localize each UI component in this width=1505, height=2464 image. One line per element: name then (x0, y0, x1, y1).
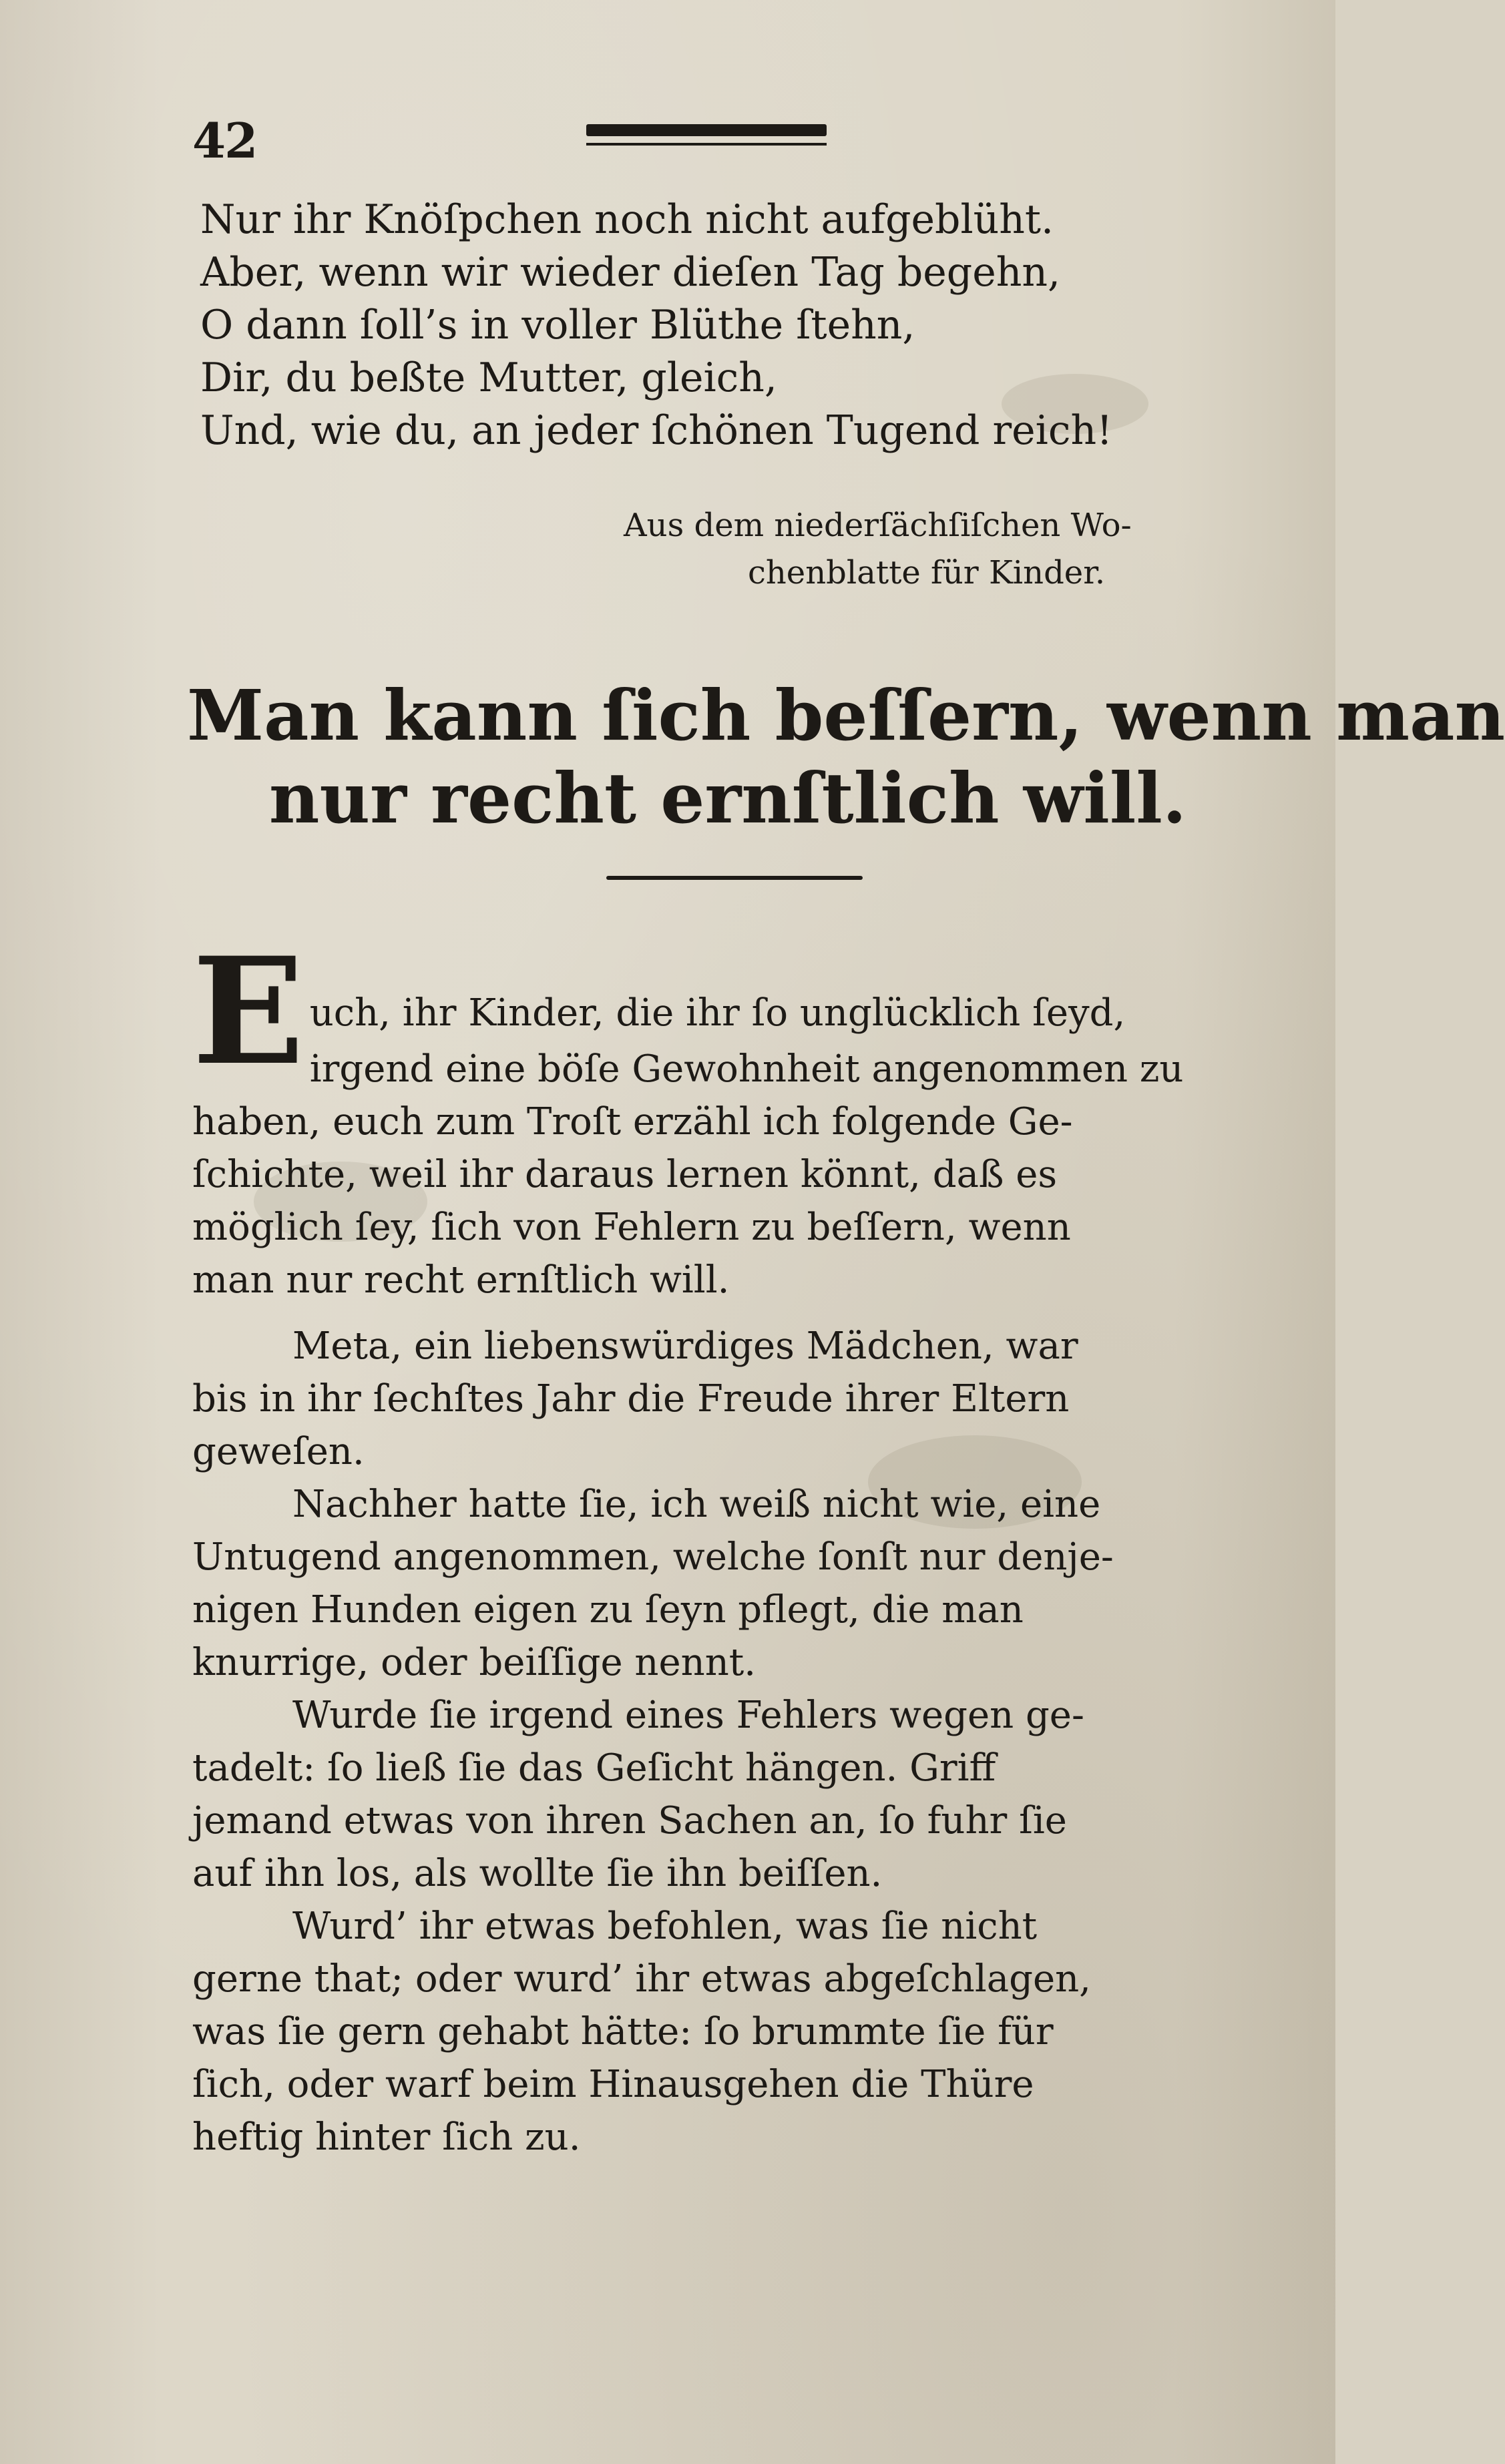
text-line: Meta, ein liebenswürdiges Mädchen, war (292, 1324, 1078, 1368)
text-line: nigen Hunden eigen zu ſeyn pflegt, die man (192, 1588, 1024, 1632)
text-line: heftig hinter ſich zu. (192, 2116, 581, 2159)
source-attribution (624, 502, 1278, 597)
text-line: gerne that; oder wurd’ ihr etwas abgeſchlagen, (192, 1957, 1091, 2001)
title-divider-rule (606, 876, 863, 880)
paragraph (192, 925, 1255, 1306)
chapter-title (187, 674, 1505, 840)
paragraph (192, 1478, 1255, 1689)
text-line: geweſen. (192, 1430, 365, 1473)
poem-ending (200, 194, 1269, 457)
poem-line: Nur ihr Knöſpchen noch nicht aufgeblüht. (200, 196, 1054, 243)
text-line: uch, ihr Kinder, die ihr ſo unglücklich ſeyd, (309, 991, 1126, 1035)
text-line: bis in ihr ſechſtes Jahr die Freude ihrer Eltern (192, 1377, 1070, 1421)
text-line: Untugend angenommen, welche ſonſt nur denje- (192, 1535, 1114, 1579)
source-line: chenblatte für Kinder. (748, 554, 1106, 591)
title-line: Man kann ſich beſſern, wenn man (187, 674, 1505, 756)
source-line: Aus dem niederſächſiſchen Wo- (624, 507, 1132, 544)
body-text (192, 925, 1255, 2164)
paragraph (192, 1320, 1255, 1478)
header-ornament-rule (586, 124, 827, 136)
paragraph (192, 1900, 1255, 2164)
text-line: möglich ſey, ſich von Fehlern zu beſſern, wenn (192, 1206, 1071, 1249)
text-line: auf ihn los, als wollte ſie ihn beiſſen. (192, 1852, 883, 1895)
text-line: ſchichte, weil ihr daraus lernen könnt, daß es (192, 1153, 1058, 1196)
text-line: irgend eine böſe Gewohnheit angenommen zu (309, 1047, 1184, 1091)
poem-line: O dann ſoll’s in voller Blüthe ſtehn, (200, 302, 915, 348)
poem-line: Aber, wenn wir wieder dieſen Tag begehn, (200, 249, 1061, 296)
text-line: jemand etwas von ihren Sachen an, ſo fuhr ſie (192, 1799, 1067, 1842)
header-ornament-rule-thin (586, 143, 827, 146)
text-line: Wurd’ ihr etwas befohlen, was ſie nicht (292, 1905, 1038, 1948)
text-line: man nur recht ernſtlich will. (192, 1258, 730, 1302)
page-number: 42 (192, 112, 257, 169)
text-line: Wurde ſie irgend eines Fehlers wegen ge- (292, 1694, 1084, 1737)
title-line: nur recht ernſtlich will. (268, 757, 1187, 839)
paragraph (192, 1689, 1255, 1900)
poem-line: Dir, du beßte Mutter, gleich, (200, 354, 777, 401)
text-line: was ſie gern gehabt hätte: ſo brummte ſie für (192, 2010, 1054, 2053)
poem-line: Und, wie du, an jeder ſchönen Tugend reich! (200, 407, 1113, 454)
drop-cap: E (192, 925, 304, 1097)
text-line: Nachher hatte ſie, ich weiß nicht wie, eine (292, 1483, 1101, 1526)
text-line: tadelt: ſo ließ ſie das Geſicht hängen. Griff (192, 1746, 996, 1790)
text-line: knurrige, oder beiſſige nennt. (192, 1641, 757, 1684)
text-line: ſich, oder warf beim Hinausgehen die Thüre (192, 2063, 1034, 2106)
text-line: haben, euch zum Troſt erzähl ich folgende Ge- (192, 1100, 1073, 1144)
